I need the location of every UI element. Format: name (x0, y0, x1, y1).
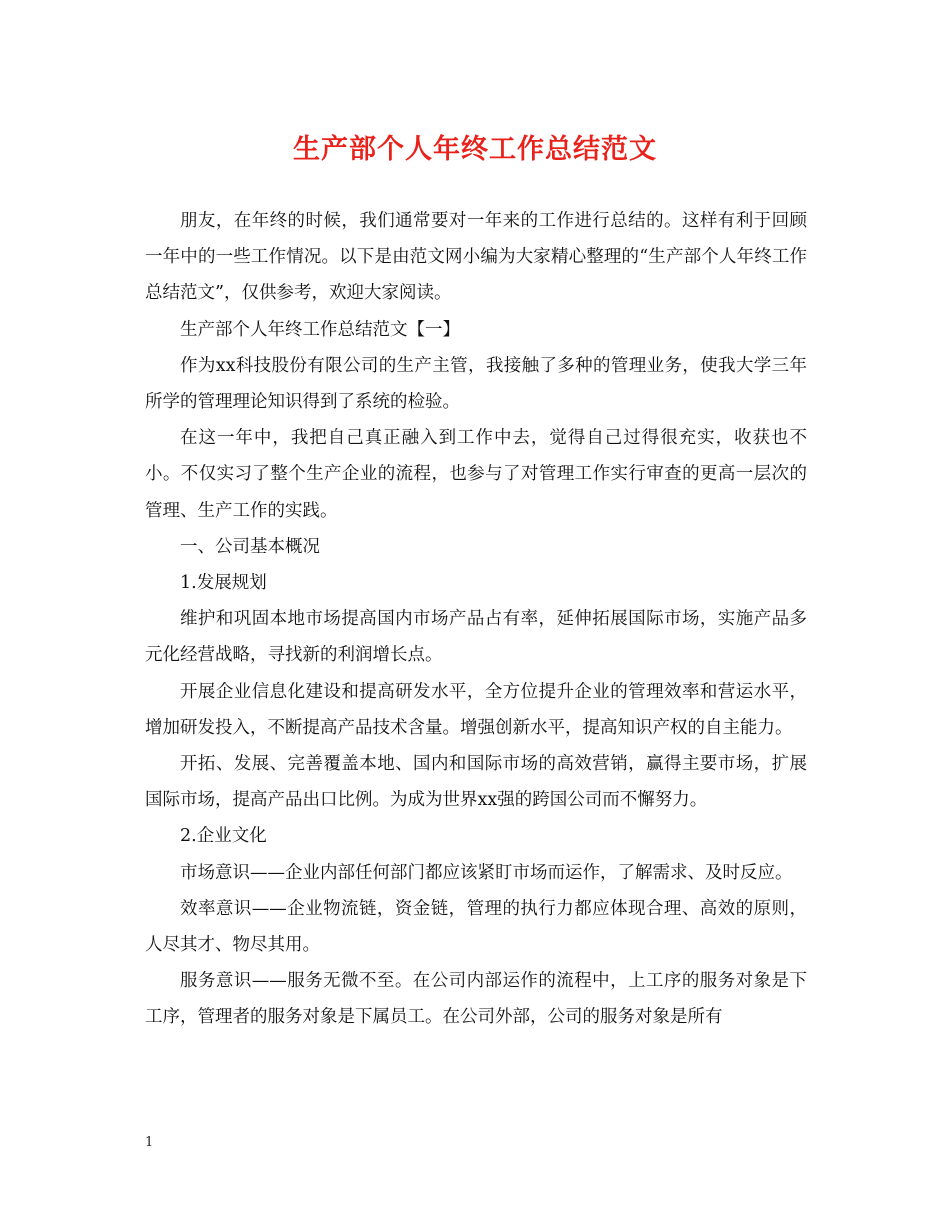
paragraph: 维护和巩固本地市场提高国内市场产品占有率，延伸拓展国际市场，实施产品多元化经营战略，寻找新的利润增长点。 (145, 609, 807, 666)
paragraph: 开拓、发展、完善覆盖本地、国内和国际市场的高效营销，赢得主要市场，扩展国际市场，提高产品出口比例。为成为世界xx强的跨国公司而不懈努力。 (145, 754, 807, 811)
paragraph: 效率意识——企业物流链，资金链，管理的执行力都应体现合理、高效的原则，人尽其才、物尽其用。 (145, 898, 807, 956)
paragraph: 市场意识——企业内部任何部门都应该紧盯市场而运作，了解需求、及时反应。 (180, 862, 793, 883)
page-number: 1 (145, 1135, 154, 1150)
paragraph-subheading-corporate-culture: 2.企业文化 (180, 826, 267, 847)
document-title: 生产部个人年终工作总结范文 (293, 134, 657, 165)
paragraph: 开展企业信息化建设和提高研发水平，全方位提升企业的管理效率和营运水平，增加研发投入，不断提高产品技术含量。增强创新水平，提高知识产权的自主能力。 (145, 681, 807, 738)
paragraph: 作为xx科技股份有限公司的生产主管，我接触了多种的管理业务，使我大学三年所学的管理理论知识得到了系统的检验。 (145, 355, 807, 413)
paragraph-subheading-development-plan: 1.发展规划 (180, 573, 267, 594)
paragraph: 服务意识——服务无微不至。在公司内部运作的流程中，上工序的服务对象是下工序，管理者的服务对象是下属员工。在公司外部，公司的服务对象是所有 (145, 971, 807, 1028)
paragraph-section-heading: 生产部个人年终工作总结范文【一】 (180, 319, 460, 340)
paragraph: 在这一年中，我把自己真正融入到工作中去，觉得自己过得很充实，收获也不小。不仅实习了整个生产企业的流程，也参与了对管理工作实行审查的更高一层次的管理、生产工作的实践。 (145, 428, 807, 521)
paragraph-intro: 朋友，在年终的时候，我们通常要对一年来的工作进行总结的。这样有利于回顾一年中的一些工作情况。以下是由范文网小编为大家精心整理的“生产部个人年终工作总结范文”，仅供参考，欢迎大家阅读。 (145, 211, 807, 304)
document-body (145, 203, 807, 1036)
paragraph-heading-company-overview: 一、公司基本概况 (180, 536, 320, 557)
